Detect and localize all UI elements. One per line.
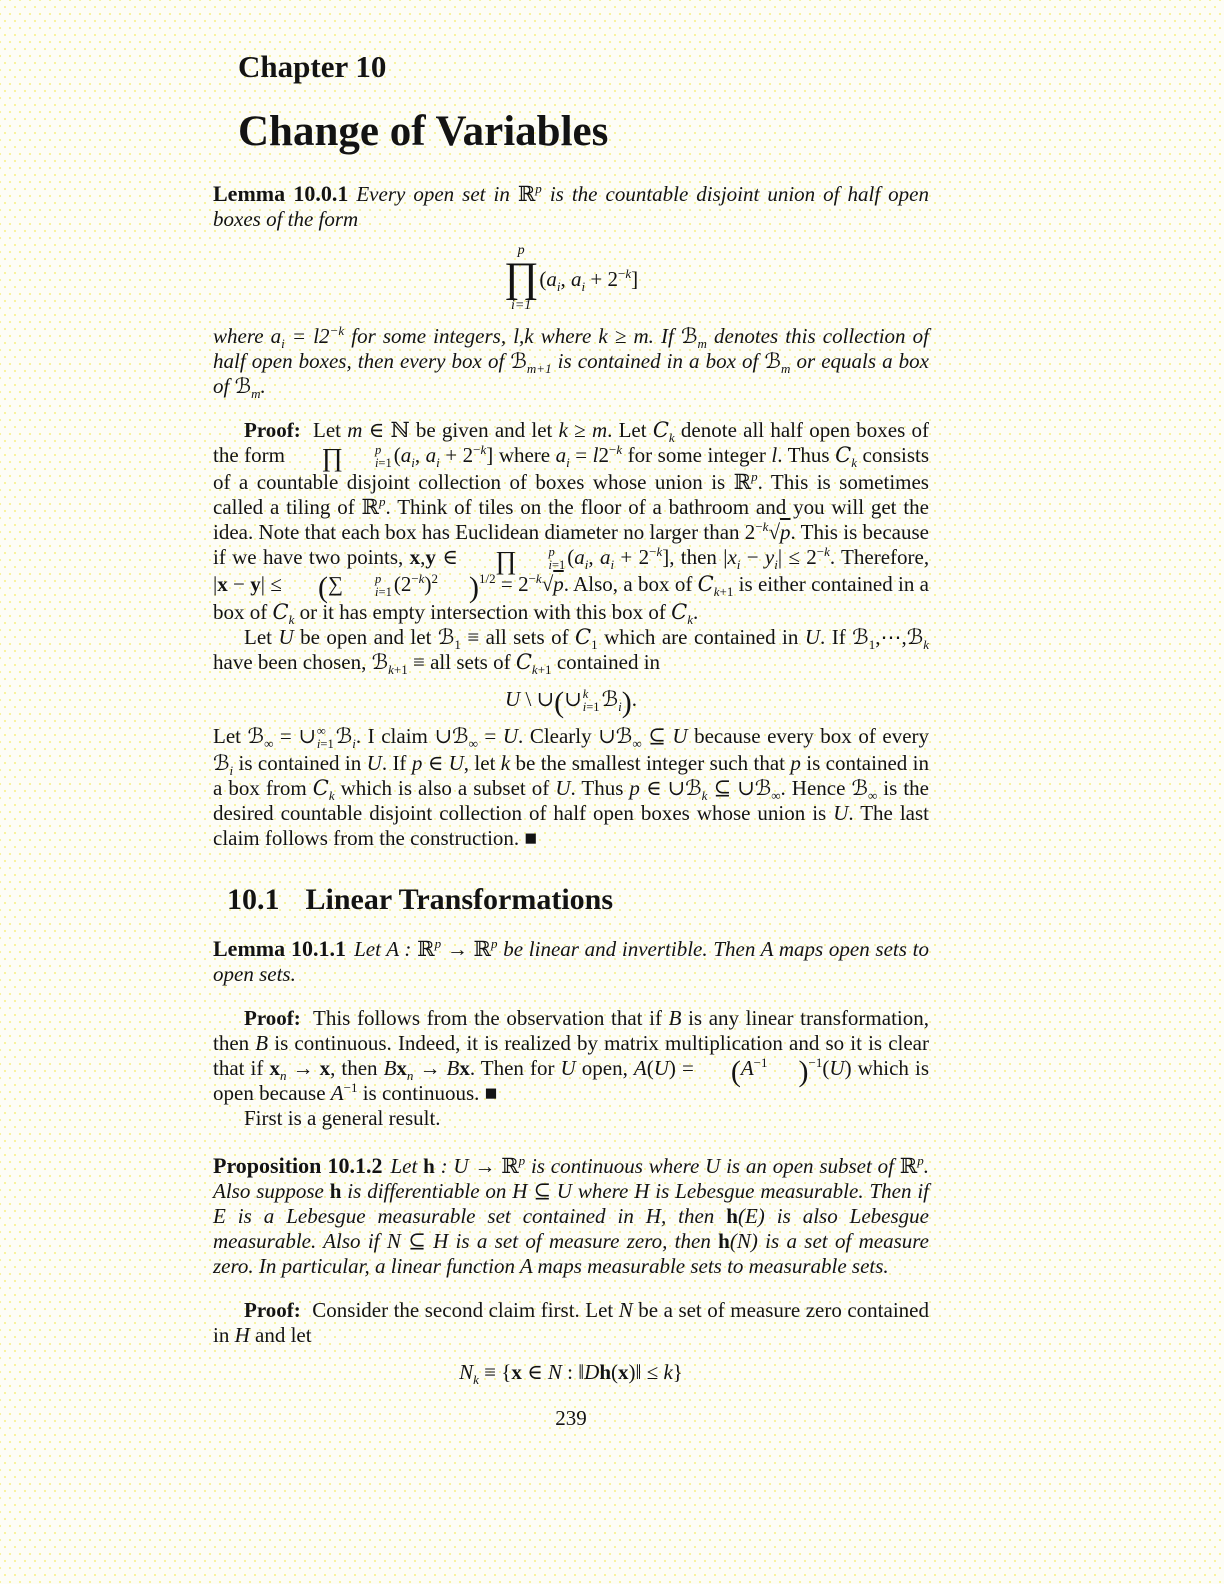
paragraph-first-general-result: First is a general result. <box>244 1106 441 1131</box>
lemma-10-1-1-label: Lemma 10.1.1 <box>213 936 347 962</box>
paragraph-let-u-open: Let U be open and let ℬ$_1$ ≡ all sets of $C_1$ which are contained in U. If ℬ$_1$,⋯,ℬ$_k$ have been chosen, ℬ$_{k+1}$ ≡ all sets of $C_{k+1}$ contained in <box>213 624 929 677</box>
proposition-10-1-2-label: Proposition 10.1.2 <box>213 1153 383 1179</box>
chapter-title: Change of Variables <box>238 108 609 156</box>
product-upper-limit: p <box>517 243 525 259</box>
display-formula-union: U \ ∪(∪ k i=1 ℬ$_i$). <box>505 685 637 719</box>
paragraph-proof-proposition: Proof: Consider the second claim first. Let N be a set of measure zero contained in H and let <box>213 1298 929 1348</box>
lemma-10-0-1-tail: where $a_i = l2^{-k}$ for some integers, l,k where k ≥ m. If ℬ$_m$ denotes this collection of half open boxes, then every box of ℬ$_{m+1}$ is contained in a box of ℬ$_m$ or equals a box of ℬ$_m$. <box>213 322 930 401</box>
display-formula-nk: $N_k \equiv \{x$ ∈ N : ‖Dh(x)‖ ≤ k} <box>459 1360 683 1388</box>
proposition-10-1-2-body: Let h : U → ℝ$^p$ is continuous where U is an open subset of ℝ$^p$. Also suppose h is differentiable on H ⊆ U where H is Lebesgue measurable. Then if E is a Lebesgue measurable set contained in H, then h(E) is also Lebesgue measurable. Also if N ⊆ H is a set of measure zero, then h(N) is a set of measure zero. In particular, a linear function A maps measurable sets to measurable sets. <box>213 1153 930 1279</box>
page-number: 239 <box>555 1406 587 1431</box>
section-heading <box>227 883 929 916</box>
section-title: Linear Transformations <box>305 883 614 917</box>
paragraph-b-infinity: Let ℬ$_\infty$ = ∪ ∞ i=1 ℬ$_i$. I claim ∪ℬ$_\infty$ = U. Clearly ∪ℬ$_\infty$ ⊆ U because every box of every ℬ$_i$ is contained in U. If p ∈ U, let k be the smallest integer such that p is contained in a box from $C_k$ which is also a subset of U. Thus p ∈ ∪ℬ$_k$ ⊆ ∪ℬ$_\infty$. Hence ℬ$_\infty$ is the desired countable disjoint collection of half open boxes whose union is U. The last claim follows from the construction. ■ <box>213 723 930 851</box>
paragraph-proof-lemma-10-1-1: Proof: This follows from the observation that if B is any linear transformation, then B is continuous. Indeed, it is realized by matrix multiplication and so it is clear that if $x_n \to x$, then $Bx_n \to Bx$. Then for U open, $A(U) = (A^{-1}$ )$^{-1}$(U) which is open because $A^{-1}$ is continuous. ■ <box>213 1006 930 1106</box>
lemma-10-0-1-intro: Every open set in ℝ$^p$ is the countable disjoint union of half open boxes of the form <box>213 181 930 232</box>
product-body: ($a_i$, $a_i + 2^{-k}$] <box>539 265 639 295</box>
lemma-10-1-1-body: Let A : ℝ$^p$ → ℝ$^p$ be linear and invertible. Then A maps open sets to open sets. <box>213 936 929 987</box>
chapter-label: Chapter 10 <box>238 49 387 84</box>
lemma-10-1-1-statement <box>213 936 929 987</box>
proposition-10-1-2-statement <box>213 1153 929 1279</box>
product-lower-limit: i=1 <box>510 297 532 313</box>
product-big-operator <box>504 244 539 313</box>
lemma-10-0-1-statement <box>213 181 929 232</box>
display-formula-product <box>213 244 929 313</box>
product-operator-symbol: ∏ <box>503 255 539 302</box>
paragraph-proof-lemma-10-0-1: Proof: Let m ∈ ℕ be given and let k ≥ m. Let $C_k$ denote all half open boxes of the form ∏ p i=1 ($a_i$, $a_i + 2^{-k}$] where $a_i = l2^{-k}$ for some integer l. Thus $C_k$ consists of a countable disjoint collection of boxes whose union is ℝ$^p$. This is sometimes called a tiling of ℝ$^p$. Think of tiles on the floor of a bathroom and you will get the idea. Note that each box has Euclidean diameter no larger than $2^{-k}√p$. This is because if we have two points, x,y ∈ ∏ p i=1 ($a_i$, $a_i + 2^{-k}$], then $|x_i - y_i| \le 2^{-k}$. Therefore, |x − y| ≤ (∑ p i=1 $(2^{-k})^2$ )$^{1/2} = 2^{-k}√p$. Also, a box of $C_{k+1}$ is either contained in a box of $C_k$ or it has empty intersection with this box of $C_k$. <box>213 417 930 627</box>
lemma-10-0-1-label: Lemma 10.0.1 <box>213 181 349 207</box>
text-column <box>213 0 929 1431</box>
section-number: 10.1 <box>227 883 280 917</box>
